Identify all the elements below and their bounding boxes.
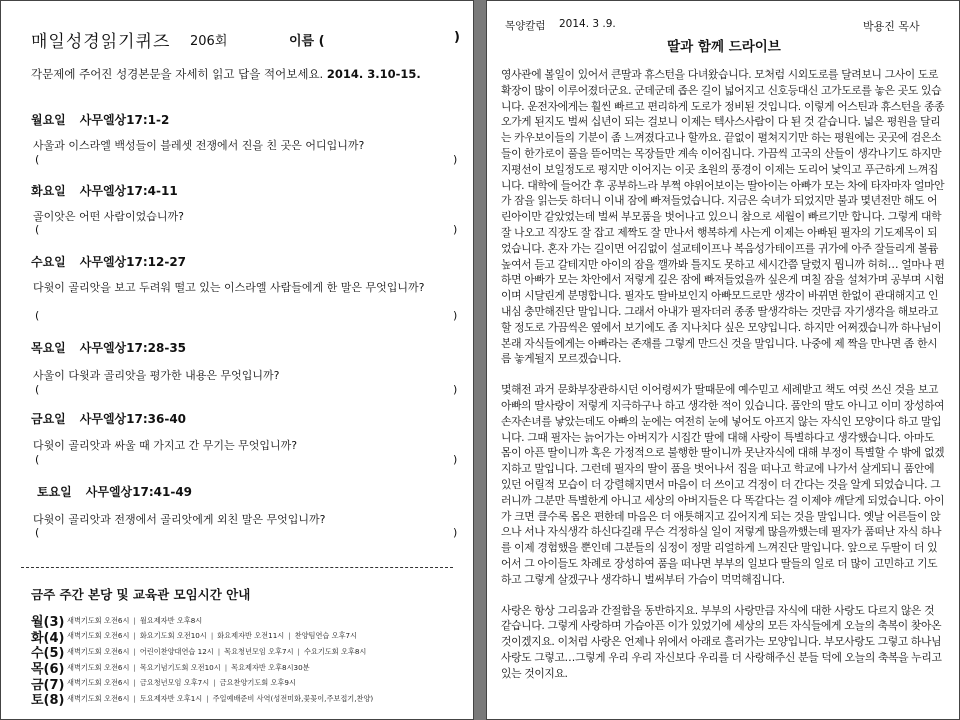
schedule-event: | 목요제자반 오후8시30분: [221, 663, 310, 673]
scripture-ref: 사무엘상17:36-40: [79, 412, 187, 426]
schedule-event: | 화요기도회 오전10시: [129, 631, 206, 641]
column-page: [486, 0, 960, 720]
schedule-row: [31, 675, 373, 691]
day-heading: [31, 111, 169, 128]
schedule-event: | 목요기념기도회 오전10시: [129, 663, 220, 673]
schedule-event: | 어린이찬양대연습 12시: [129, 647, 213, 657]
day-heading: [31, 339, 186, 356]
day-label: 토요일: [37, 485, 72, 499]
column-body: [501, 67, 945, 696]
schedule-event: | 금요찬양기도회 오후9시: [209, 678, 296, 688]
column-title: 딸과 함께 드라이브: [667, 39, 781, 55]
schedule-day: 월(3): [31, 615, 65, 631]
day-heading: [37, 483, 192, 500]
schedule-event: | 수요기도회 오후8시: [294, 647, 367, 657]
answer-open: (: [35, 526, 40, 539]
quiz-title: 매일성경읽기퀴즈: [31, 32, 171, 52]
schedule-events: [67, 616, 202, 626]
quiz-question: 다윗이 골리앗과 전쟁에서 골리앗에게 외친 말은 무엇입니까?: [33, 513, 326, 526]
scripture-ref: 사무엘상17:41-49: [85, 485, 193, 499]
schedule-list: [31, 613, 373, 707]
schedule-event: | 금요청년모임 오후7시: [129, 678, 209, 688]
schedule-day: 토(8): [31, 693, 65, 709]
day-label: 화요일: [31, 184, 66, 198]
quiz-question: 다윗이 골리앗을 보고 두려워 떨고 있는 이스라엘 사람들에게 한 말은 무엇입니까?: [33, 281, 425, 294]
schedule-events: [67, 694, 373, 704]
scripture-ref: 사무엘상17:4-11: [79, 184, 178, 198]
schedule-row: [31, 644, 373, 660]
column-paragraph: 몇해전 과거 문화부장관하시던 이어령씨가 딸때문에 예수믿고 세례받고 책도 여럿 쓰신 것을 보고 아빠의 딸사랑이 저렇게 지극하구나 하고 생각한 적이 있습니다. 품안의 딸도 아니고 이미 장성하여 손자손녀를 낳았는데도 아빠의 눈에는 여전히 눈에 넣어도 아프지 않는 자식인 모양이다 하고 말입니다. 그때 필자는 늙어가는 아버지가 시집간 딸에 대해 사랑이 특별하다고 생각했습니다. 아마도 몸이 아픈 딸이니까 혹은 가정적으로 불행한 딸이니까 못난자식에 대해 부정이 특별할 수 밖에 없겠지하고 말입니다. 그런데 필자의 딸이 품을 벗어나서 집을 떠나고 학교에 나가서 살게되니 품안에 있던 어릴적 모습이 더 강렬해지면서 마음이 더 쓰이고 걱정이 더 간다는 것을 알게 되었습니다. 그러니까 그분만 특별한게 아니고 세상의 아버지들은 다 똑같다는 걸 이제야 깨닫게 되었습니다. 아이가 크면 클수록 몸은 편한데 마음은 더 애틋해지고 깊어지게 되는 것을 말입니다. 옛날 어른들이 앉으나 서나 자식생각 하신다길래 무슨 걱정하실 일이 저렇게 많을까했는데 필자가 품떠난 자식 하나를 이제 경험했을 뿐인데 그분들의 심정이 정말 리얼하게 느껴진단 말입니다. 앞으로 두딸이 더 있어서 그 아이들도 차례로 장성하여 품을 떠나면 부부의 일보다 딸들의 일로 더 많이 고민하고 기도하고 그렇게 살겠구나 생각하니 벌써부터 가슴이 먹먹해집니다.: [501, 383, 945, 586]
schedule-events: [67, 678, 296, 688]
schedule-title: 금주 주간 본당 및 교육관 모임시간 안내: [31, 587, 251, 602]
answer-close: ): [453, 383, 458, 396]
schedule-events: [67, 647, 366, 657]
column-paragraph: 사랑은 항상 그리움과 간절함을 동반하지요. 부부의 사랑만큼 자식에 대한 사랑도 다르지 않은 것 같습니다. 그렇게 사랑하며 가슴아픈 이가 있었기에 세상의 모든 자식들에게 오늘의 축복이 찾아온 것이겠지요. 이처럼 사랑은 언제나 위에서 아래로 흘러가는 모양입니다. 부모사랑도 그렇고 하나님사랑도 그렇고…그렇게 우리 우리 자신보다 우리를 더 사랑해주신 분들 덕에 오늘의 축복을 누리고 있는 것이지요.: [501, 603, 942, 680]
day-heading: [31, 182, 178, 199]
schedule-event: | 목요청년모임 오후7시: [214, 647, 294, 657]
quiz-question: 다윗이 골리앗과 싸울 때 가지고 간 무기는 무엇입니까?: [33, 439, 298, 452]
answer-close: ): [453, 309, 458, 322]
day-heading: [31, 410, 186, 427]
quiz-instruction: [31, 66, 421, 82]
schedule-event: 새벽기도회 오전6시: [67, 631, 130, 641]
day-label: 수요일: [31, 255, 66, 269]
column-paragraph: 영사관에 볼일이 있어서 큰딸과 휴스턴을 다녀왔습니다. 모처럼 시외도로를 달려보니 그사이 도로확장이 많이 이루어졌더군요. 군데군데 좁은 길이 넓어지고 신호등대신 고가도로를 놓은 곳도 있습니다. 운전자에게는 훨씬 빠르고 편리하게 도로가 정비된 것입니다. 이렇게 어스틴과 휴스턴을 종종 오가게 된지도 벌써 십년이 되는 걸보니 이제는 텍사스사람이 다 된 것 같습니다. 넓은 평원을 달리는 카우보이들의 기분이 좀 느껴졌다고나 할까요. 끝없이 펼쳐지기만 하는 평원에는 곳곳에 검은소들이 한가로이 풀을 뜯어먹는 목장들만 계속 이어집니다. 가끔씩 고국의 산들이 생각나기도 하지만 지평선이 보일정도로 평지만 이어지는 이곳 초원의 풍경이 이제는 도리어 낯익고 푸근하게 느껴집니다. 대학에 들어간 후 공부하느라 부쩍 야위어보이는 딸아이는 아빠가 모는 차에 타자마자 얼마안가 잠을 읽는듯 하더니 이내 잠에 빠져들었습니다. 지금은 숙녀가 되었지만 불과 몇년전만 해도 어린아이만 같았었는데 벌써 부모품을 벗어나고 있으니 참으로 세월이 빠르기만 합니다. 그렇게 대학 잘 나오고 직장도 잘 잡고 제짝도 잘 만나서 행복하게 사는게 이제는 아빠된 필자의 기도제목이 되었습니다. 혼자 가는 길이면 어김없이 설교테이프나 복음성가테이프를 귀가에 아주 잘들리게 볼륨높여서 듣고 갈테지만 아이의 잠을 깰까봐 틀지도 못하고 세시간쯤 달렸지 뭡니까 허허… 얼마나 편하면 아빠가 모는 차안에서 저렇게 깊은 잠에 빠져들었을까 싶은게 며칠 잠을 설쳐가며 공부며 시험이며 시달린게 분명합니다. 필자도 딸바보인지 아빠모드로만 생각이 바뀌면 한없이 관대해지고 인내심 충만해진단 말입니다. 그래서 아내가 필자더러 종종 딸생각하는 것만큼 자기생각을 해보라고 할 정도로 가끔씩은 옆에서 보기에도 좀 지나치다 싶은 모양입니다. 하지만 어쩌겠습니까 하나님이 본래 자식들에게는 아빠라는 존재를 그렇게 만드신 것을 말입니다. 나중에 제 짝을 만나면 좀 한시름 놓게될지 모르겠습니다.: [501, 68, 945, 366]
schedule-row: [31, 691, 373, 707]
schedule-day: 수(5): [31, 646, 65, 662]
dashed-divider: [21, 567, 453, 568]
schedule-event: 새벽기도회 오전6시: [67, 646, 130, 656]
answer-open: (: [35, 383, 40, 396]
scripture-ref: 사무엘상17:12-27: [79, 255, 187, 269]
schedule-event: | 월요제자반 오후8시: [129, 616, 202, 626]
name-label: 이름 (: [289, 34, 325, 49]
day-label: 금요일: [31, 412, 66, 426]
schedule-event: 새벽기도회 오전6시: [67, 678, 130, 688]
scripture-ref: 사무엘상17:28-35: [79, 341, 187, 355]
schedule-day: 금(7): [31, 677, 65, 693]
schedule-event: | 화요제자반 오전11시: [207, 631, 284, 641]
answer-close: ): [453, 153, 458, 166]
schedule-event: 새벽기도회 오전6시: [67, 693, 130, 703]
day-label: 목요일: [31, 341, 66, 355]
answer-close: ): [453, 453, 458, 466]
name-close: ): [454, 30, 460, 45]
quiz-page: [0, 0, 474, 720]
scripture-ref: 사무엘상17:1-2: [79, 113, 170, 127]
schedule-events: [67, 663, 310, 673]
schedule-event: | 찬양팀연습 오후7시: [284, 631, 357, 641]
schedule-row: [31, 660, 373, 676]
column-label: 목양칼럼: [505, 20, 546, 32]
day-label: 월요일: [31, 113, 66, 127]
schedule-day: 목(6): [31, 662, 65, 678]
schedule-row: [31, 613, 373, 629]
schedule-event: | 주일예배준비 사역(성전미화,꽃꽂이,주보접기,찬양): [202, 694, 373, 704]
instruction-text: 각문제에 주어진 성경본문을 자세히 읽고 답을 적어보세요.: [31, 67, 324, 81]
schedule-row: [31, 629, 373, 645]
schedule-event: 새벽기도회 오전6시: [67, 615, 130, 625]
quiz-issue: 206회: [190, 34, 228, 49]
answer-close: ): [453, 526, 458, 539]
schedule-event: | 토요제자반 오후1시: [129, 694, 202, 704]
quiz-question: 사울과 이스라엘 백성들이 블레셋 전쟁에서 진을 친 곳은 어디입니까?: [33, 139, 365, 152]
answer-open: (: [35, 153, 40, 166]
instruction-date: 2014. 3.10-15.: [326, 67, 421, 81]
quiz-question: 사울이 다윗과 골리앗을 평가한 내용은 무엇입니까?: [33, 369, 280, 382]
quiz-question: 골이앗은 어떤 사람이었습니까?: [33, 210, 184, 223]
schedule-day: 화(4): [31, 630, 65, 646]
schedule-events: [67, 631, 357, 641]
answer-close: ): [453, 223, 458, 236]
day-heading: [31, 253, 186, 270]
column-author: 박용진 목사: [863, 20, 920, 33]
column-date: 2014. 3 .9.: [559, 18, 616, 30]
answer-open: (: [35, 453, 40, 466]
answer-open: (: [35, 223, 40, 236]
schedule-event: 새벽기도회 오전6시: [67, 662, 130, 672]
answer-open: (: [35, 309, 40, 322]
